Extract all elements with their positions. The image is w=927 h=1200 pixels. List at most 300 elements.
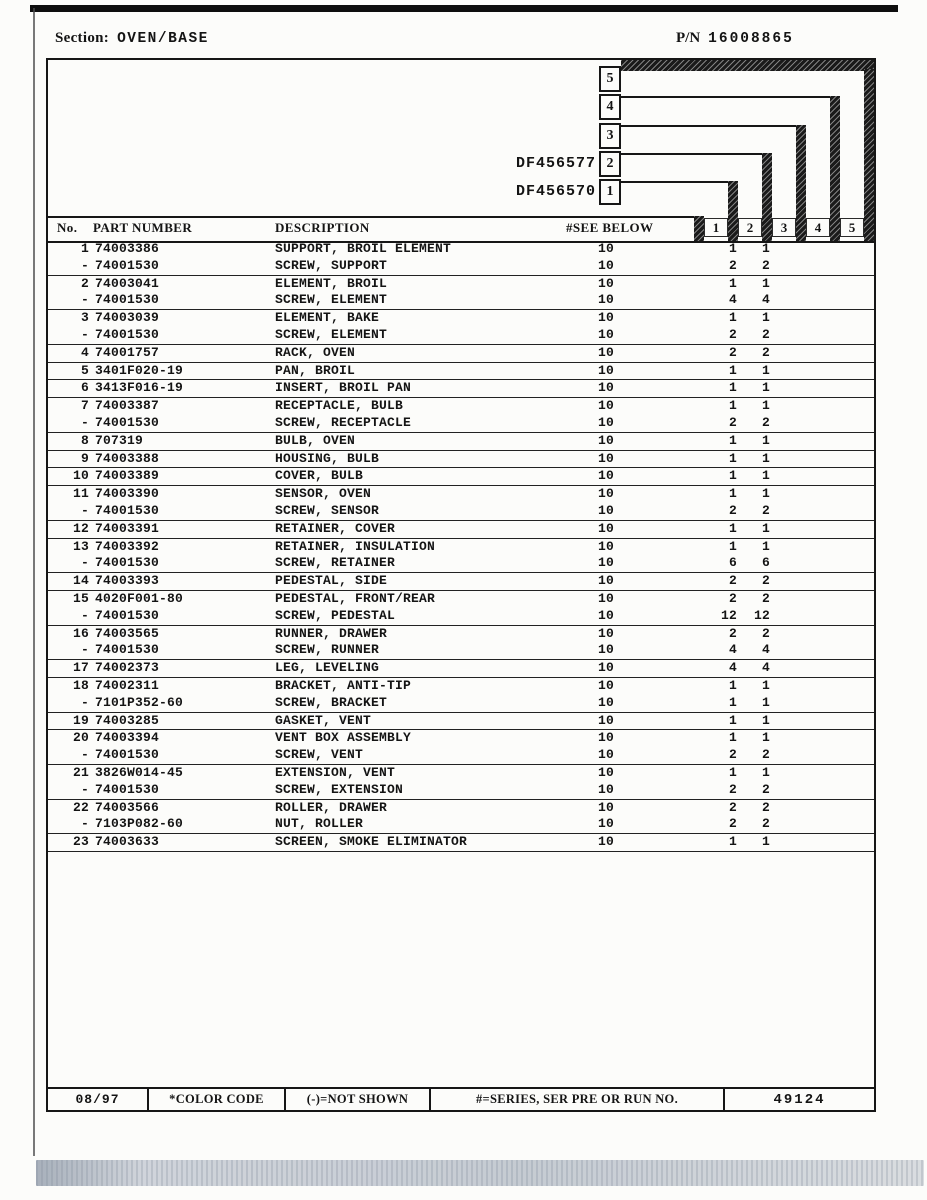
description: NUT, ROLLER xyxy=(275,816,364,832)
item-group xyxy=(48,539,874,574)
table-row xyxy=(48,834,874,851)
item-no: - xyxy=(80,555,89,571)
col-header-description: DESCRIPTION xyxy=(275,220,370,235)
left-page-edge xyxy=(33,8,35,1156)
qty-col-1: 2 xyxy=(728,816,737,832)
part-number: 74002373 xyxy=(95,660,160,676)
item-no: 13 xyxy=(72,538,89,554)
see-below-value: 10 xyxy=(597,816,614,832)
table-body xyxy=(48,241,874,852)
qty-col-1: 2 xyxy=(728,747,737,763)
item-no: 18 xyxy=(72,677,89,693)
description: RECEPTACLE, BULB xyxy=(275,398,404,414)
table-row xyxy=(48,276,874,293)
qty-col-2: 1 xyxy=(761,241,770,256)
item-no: 11 xyxy=(72,486,89,502)
description: ELEMENT, BAKE xyxy=(275,310,380,326)
series-bracket-bar-5 xyxy=(621,60,874,71)
description: SCREW, PEDESTAL xyxy=(275,607,396,623)
qty-col-2: 2 xyxy=(761,414,770,430)
qty-col-2: 2 xyxy=(761,747,770,763)
item-group xyxy=(48,380,874,398)
item-group xyxy=(48,713,874,731)
qty-col-2: 2 xyxy=(761,816,770,832)
description: BULB, OVEN xyxy=(275,432,356,448)
see-below-value: 10 xyxy=(597,257,614,273)
see-below-value: 10 xyxy=(597,520,614,536)
table-row xyxy=(48,327,874,344)
qty-col-1: 2 xyxy=(728,326,737,342)
item-no: 4 xyxy=(80,344,89,360)
part-number: 74001530 xyxy=(95,502,160,518)
description: SCREW, SENSOR xyxy=(275,502,380,518)
table-row xyxy=(48,730,874,747)
qty-col-2: 1 xyxy=(761,538,770,554)
see-below-value: 10 xyxy=(597,694,614,710)
qty-col-1: 1 xyxy=(728,380,737,396)
see-below-value: 10 xyxy=(597,607,614,623)
description: GASKET, VENT xyxy=(275,712,372,728)
series-column-header-3: 3 xyxy=(772,218,796,237)
qty-col-2: 2 xyxy=(761,344,770,360)
series-level-box-2: 2 xyxy=(599,151,621,177)
part-number: 74001530 xyxy=(95,555,160,571)
table-row xyxy=(48,380,874,397)
description: INSERT, BROIL PAN xyxy=(275,380,412,396)
part-number: 74003388 xyxy=(95,450,160,466)
qty-col-2: 1 xyxy=(761,362,770,378)
item-group xyxy=(48,765,874,800)
table-row xyxy=(48,363,874,380)
series-bracket-line-2 xyxy=(621,153,772,155)
col-header-see-below: #SEE BELOW xyxy=(566,220,654,235)
series-level-box-4: 4 xyxy=(599,94,621,120)
item-group xyxy=(48,800,874,835)
col-header-no: No. xyxy=(57,220,78,235)
description: PEDESTAL, FRONT/REAR xyxy=(275,590,436,606)
item-group xyxy=(48,345,874,363)
item-group xyxy=(48,451,874,469)
item-group xyxy=(48,678,874,713)
part-number: 7103P082-60 xyxy=(95,816,184,832)
part-number: 74003039 xyxy=(95,310,160,326)
table-row xyxy=(48,415,874,432)
see-below-value: 10 xyxy=(597,781,614,797)
qty-col-2: 4 xyxy=(761,660,770,676)
description: SCREW, BRACKET xyxy=(275,694,388,710)
table-row xyxy=(48,539,874,556)
see-below-value: 10 xyxy=(597,362,614,378)
qty-col-2: 1 xyxy=(761,520,770,536)
see-below-value: 10 xyxy=(597,398,614,414)
qty-col-2: 1 xyxy=(761,486,770,502)
item-no: - xyxy=(80,781,89,797)
section-heading xyxy=(55,30,209,47)
item-no: - xyxy=(80,694,89,710)
table-row xyxy=(48,816,874,833)
table-row xyxy=(48,782,874,799)
qty-col-2: 1 xyxy=(761,677,770,693)
see-below-value: 10 xyxy=(597,275,614,291)
description: ELEMENT, BROIL xyxy=(275,275,388,291)
item-no: - xyxy=(80,257,89,273)
description: SCREW, EXTENSION xyxy=(275,781,404,797)
scan-artifact-strip xyxy=(36,1160,924,1186)
table-footer xyxy=(48,1087,874,1110)
description: RACK, OVEN xyxy=(275,344,356,360)
item-no: 12 xyxy=(72,520,89,536)
qty-col-1: 1 xyxy=(728,538,737,554)
item-group xyxy=(48,730,874,765)
item-group xyxy=(48,486,874,521)
part-number: 74003041 xyxy=(95,275,160,291)
qty-col-1: 2 xyxy=(728,590,737,606)
qty-col-1: 1 xyxy=(728,450,737,466)
see-below-value: 10 xyxy=(597,241,614,256)
qty-col-2: 1 xyxy=(761,275,770,291)
item-no: 23 xyxy=(72,834,89,850)
item-no: 7 xyxy=(80,398,89,414)
item-group xyxy=(48,276,874,311)
qty-col-2: 2 xyxy=(761,625,770,641)
footer-cell-3: #=SERIES, SER PRE OR RUN NO. xyxy=(431,1089,725,1110)
see-below-value: 10 xyxy=(597,799,614,815)
description: SCREW, RUNNER xyxy=(275,642,380,658)
qty-col-2: 1 xyxy=(761,468,770,484)
part-number: 74003391 xyxy=(95,520,160,536)
qty-col-2: 2 xyxy=(761,257,770,273)
see-below-value: 10 xyxy=(597,292,614,308)
series-column-header-4: 4 xyxy=(806,218,830,237)
footer-cell-1: *COLOR CODE xyxy=(149,1089,286,1110)
table-header xyxy=(48,216,874,243)
qty-col-1: 1 xyxy=(728,468,737,484)
qty-col-1: 1 xyxy=(728,310,737,326)
item-no: - xyxy=(80,326,89,342)
description: SCREW, ELEMENT xyxy=(275,326,388,342)
qty-col-1: 2 xyxy=(728,344,737,360)
table-row xyxy=(48,292,874,309)
qty-col-2: 1 xyxy=(761,730,770,746)
table-row xyxy=(48,310,874,327)
description: SCREW, RETAINER xyxy=(275,555,396,571)
part-number: 4020F001-80 xyxy=(95,590,184,606)
item-no: 3 xyxy=(80,310,89,326)
see-below-value: 10 xyxy=(597,764,614,780)
table-row xyxy=(48,747,874,764)
qty-col-1: 4 xyxy=(728,292,737,308)
table-row xyxy=(48,258,874,275)
table-row xyxy=(48,642,874,659)
qty-col-2: 2 xyxy=(761,590,770,606)
part-number: 3401F020-19 xyxy=(95,362,184,378)
see-below-value: 10 xyxy=(597,660,614,676)
see-below-value: 10 xyxy=(597,625,614,641)
series-column-bar xyxy=(694,216,704,241)
qty-col-1: 1 xyxy=(728,712,737,728)
qty-col-1: 1 xyxy=(728,677,737,693)
qty-col-2: 2 xyxy=(761,502,770,518)
item-no: 10 xyxy=(72,468,89,484)
item-group xyxy=(48,310,874,345)
part-number-heading xyxy=(676,30,794,47)
item-no: 20 xyxy=(72,730,89,746)
table-row xyxy=(48,521,874,538)
description: BRACKET, ANTI-TIP xyxy=(275,677,412,693)
description: SENSOR, OVEN xyxy=(275,486,372,502)
qty-col-2: 1 xyxy=(761,450,770,466)
qty-col-2: 1 xyxy=(761,694,770,710)
qty-col-1: 2 xyxy=(728,257,737,273)
qty-col-1: 2 xyxy=(728,573,737,589)
qty-col-1: 1 xyxy=(728,362,737,378)
part-number: 74003285 xyxy=(95,712,160,728)
qty-col-1: 12 xyxy=(720,607,737,623)
description: COVER, BULB xyxy=(275,468,364,484)
description: SCREW, SUPPORT xyxy=(275,257,388,273)
see-below-value: 10 xyxy=(597,468,614,484)
table-row xyxy=(48,398,874,415)
qty-col-2: 6 xyxy=(761,555,770,571)
table-row xyxy=(48,591,874,608)
item-group xyxy=(48,573,874,591)
see-below-value: 10 xyxy=(597,310,614,326)
item-no: 15 xyxy=(72,590,89,606)
part-number: 3413F016-19 xyxy=(95,380,184,396)
table-row xyxy=(48,468,874,485)
see-below-value: 10 xyxy=(597,432,614,448)
see-below-value: 10 xyxy=(597,834,614,850)
see-below-value: 10 xyxy=(597,344,614,360)
section-label: Section: xyxy=(55,30,110,46)
part-number: 74001757 xyxy=(95,344,160,360)
series-column-header-1: 1 xyxy=(704,218,728,237)
table-row xyxy=(48,608,874,625)
item-group xyxy=(48,398,874,433)
description: SCREEN, SMOKE ELIMINATOR xyxy=(275,834,468,850)
see-below-value: 10 xyxy=(597,677,614,693)
item-group xyxy=(48,660,874,678)
see-below-value: 10 xyxy=(597,730,614,746)
qty-col-2: 1 xyxy=(761,398,770,414)
part-number: 74003565 xyxy=(95,625,160,641)
see-below-value: 10 xyxy=(597,502,614,518)
part-number: 3826W014-45 xyxy=(95,764,184,780)
qty-col-1: 2 xyxy=(728,781,737,797)
part-number: 74003389 xyxy=(95,468,160,484)
table-row xyxy=(48,241,874,258)
table-row xyxy=(48,713,874,730)
item-group xyxy=(48,591,874,626)
item-no: - xyxy=(80,816,89,832)
series-column-header-2: 2 xyxy=(738,218,762,237)
part-number: 74001530 xyxy=(95,414,160,430)
item-no: 14 xyxy=(72,573,89,589)
description: SCREW, ELEMENT xyxy=(275,292,388,308)
table-row xyxy=(48,451,874,468)
see-below-value: 10 xyxy=(597,747,614,763)
part-number: 74001530 xyxy=(95,292,160,308)
qty-col-2: 4 xyxy=(761,642,770,658)
pn-value: 16008865 xyxy=(708,31,794,47)
part-number: 74003393 xyxy=(95,573,160,589)
description: ROLLER, DRAWER xyxy=(275,799,388,815)
description: VENT BOX ASSEMBLY xyxy=(275,730,412,746)
description: RETAINER, COVER xyxy=(275,520,396,536)
qty-col-2: 1 xyxy=(761,834,770,850)
table-row xyxy=(48,660,874,677)
part-number: 74003633 xyxy=(95,834,160,850)
description: SCREW, VENT xyxy=(275,747,364,763)
qty-col-2: 12 xyxy=(753,607,770,623)
part-number: 74001530 xyxy=(95,607,160,623)
qty-col-1: 1 xyxy=(728,398,737,414)
item-no: 16 xyxy=(72,625,89,641)
see-below-value: 10 xyxy=(597,642,614,658)
series-level-box-1: 1 xyxy=(599,179,621,205)
part-number: 74003394 xyxy=(95,730,160,746)
item-no: 17 xyxy=(72,660,89,676)
qty-col-1: 4 xyxy=(728,642,737,658)
qty-col-1: 1 xyxy=(728,241,737,256)
table-row xyxy=(48,800,874,817)
qty-col-1: 1 xyxy=(728,432,737,448)
see-below-value: 10 xyxy=(597,326,614,342)
item-no: - xyxy=(80,292,89,308)
qty-col-1: 4 xyxy=(728,660,737,676)
series-level-box-3: 3 xyxy=(599,123,621,149)
table-row xyxy=(48,765,874,782)
series-level-box-5: 5 xyxy=(599,66,621,92)
item-group xyxy=(48,521,874,539)
item-no: 1 xyxy=(80,241,89,256)
item-group xyxy=(48,363,874,381)
qty-col-2: 2 xyxy=(761,781,770,797)
qty-col-2: 4 xyxy=(761,292,770,308)
item-no: 9 xyxy=(80,450,89,466)
qty-col-2: 2 xyxy=(761,799,770,815)
qty-col-1: 1 xyxy=(728,275,737,291)
part-number: 74003386 xyxy=(95,241,160,256)
qty-col-1: 1 xyxy=(728,730,737,746)
qty-col-1: 6 xyxy=(728,555,737,571)
table-row xyxy=(48,345,874,362)
series-bracket-line-1 xyxy=(621,181,738,183)
table-row xyxy=(48,695,874,712)
part-number: 74001530 xyxy=(95,781,160,797)
footer-cell-4: 49124 xyxy=(773,1091,826,1108)
item-no: 2 xyxy=(80,275,89,291)
description: EXTENSION, VENT xyxy=(275,764,396,780)
part-number: 74001530 xyxy=(95,257,160,273)
part-number: 74001530 xyxy=(95,642,160,658)
qty-col-2: 2 xyxy=(761,573,770,589)
description: SCREW, RECEPTACLE xyxy=(275,414,412,430)
part-number: 74003387 xyxy=(95,398,160,414)
item-no: 19 xyxy=(72,712,89,728)
parts-table-frame xyxy=(46,58,876,1112)
item-no: 22 xyxy=(72,799,89,815)
part-number: 74003390 xyxy=(95,486,160,502)
table-row xyxy=(48,503,874,520)
see-below-value: 10 xyxy=(597,590,614,606)
part-number: 74002311 xyxy=(95,677,160,693)
see-below-value: 10 xyxy=(597,555,614,571)
section-value: OVEN/BASE xyxy=(117,31,209,47)
description: SUPPORT, BROIL ELEMENT xyxy=(275,241,452,256)
item-no: 5 xyxy=(80,362,89,378)
qty-col-1: 1 xyxy=(728,520,737,536)
item-no: - xyxy=(80,607,89,623)
qty-col-1: 2 xyxy=(728,625,737,641)
qty-col-2: 2 xyxy=(761,326,770,342)
series-column-header-5: 5 xyxy=(840,218,864,237)
table-row xyxy=(48,555,874,572)
qty-col-1: 2 xyxy=(728,502,737,518)
see-below-value: 10 xyxy=(597,712,614,728)
table-row xyxy=(48,678,874,695)
table-row xyxy=(48,626,874,643)
description: RETAINER, INSULATION xyxy=(275,538,436,554)
see-below-value: 10 xyxy=(597,380,614,396)
item-no: - xyxy=(80,642,89,658)
qty-col-1: 1 xyxy=(728,486,737,502)
qty-col-2: 1 xyxy=(761,380,770,396)
description: PAN, BROIL xyxy=(275,362,356,378)
footer-cell-0: 08/97 xyxy=(48,1089,149,1110)
item-group xyxy=(48,468,874,486)
series-bracket-line-4 xyxy=(621,96,840,98)
qty-col-2: 1 xyxy=(761,432,770,448)
see-below-value: 10 xyxy=(597,573,614,589)
item-group xyxy=(48,241,874,276)
description: RUNNER, DRAWER xyxy=(275,625,388,641)
item-no: - xyxy=(80,747,89,763)
description: PEDESTAL, SIDE xyxy=(275,573,388,589)
part-number: 74003392 xyxy=(95,538,160,554)
item-group xyxy=(48,433,874,451)
model-number: DF456577 xyxy=(515,155,596,172)
qty-col-1: 1 xyxy=(728,764,737,780)
series-diagram xyxy=(48,60,874,241)
top-border-bar xyxy=(30,5,898,12)
footer-cell-2: (-)=NOT SHOWN xyxy=(286,1089,431,1110)
item-no: - xyxy=(80,414,89,430)
description: HOUSING, BULB xyxy=(275,450,380,466)
see-below-value: 10 xyxy=(597,538,614,554)
item-group xyxy=(48,626,874,661)
col-header-part-number: PART NUMBER xyxy=(93,220,193,235)
description: LEG, LEVELING xyxy=(275,660,380,676)
pn-label: P/N xyxy=(676,30,701,46)
qty-col-2: 1 xyxy=(761,310,770,326)
part-number: 74003566 xyxy=(95,799,160,815)
item-no: 8 xyxy=(80,432,89,448)
part-number: 74001530 xyxy=(95,326,160,342)
item-no: 21 xyxy=(72,764,89,780)
see-below-value: 10 xyxy=(597,486,614,502)
item-no: 6 xyxy=(80,380,89,396)
qty-col-2: 1 xyxy=(761,764,770,780)
part-number: 74001530 xyxy=(95,747,160,763)
part-number: 7101P352-60 xyxy=(95,694,184,710)
table-row xyxy=(48,573,874,590)
item-group xyxy=(48,834,874,852)
model-number: DF456570 xyxy=(515,183,596,200)
item-no: - xyxy=(80,502,89,518)
qty-col-1: 1 xyxy=(728,834,737,850)
part-number: 707319 xyxy=(95,432,144,448)
